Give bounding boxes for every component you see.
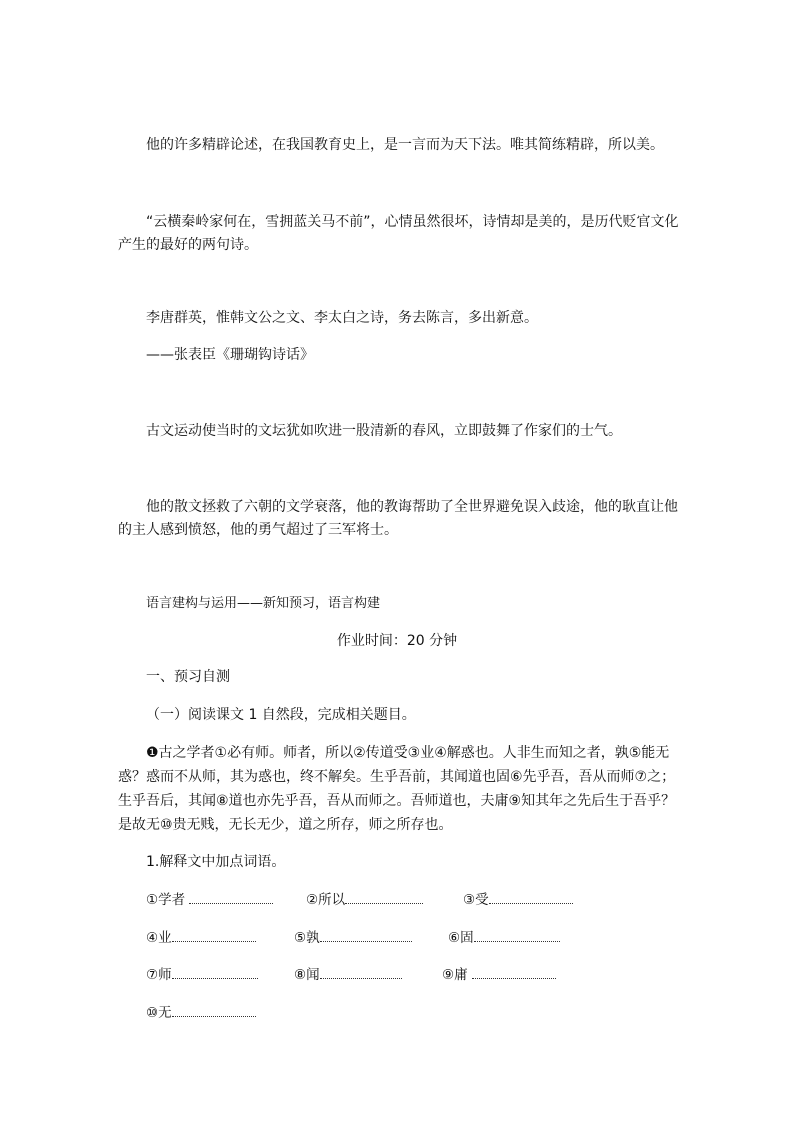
- answer-blank[interactable]: [474, 927, 560, 942]
- homework-time: 作业时间：20 分钟: [336, 633, 458, 649]
- answer-blank[interactable]: [189, 889, 273, 904]
- answer-item: ⑦师: [146, 964, 258, 985]
- subsection-heading: （一）阅读课文 1 自然段，完成相关题目。: [146, 707, 416, 723]
- answer-blank[interactable]: [172, 927, 256, 942]
- answer-row: [146, 964, 616, 984]
- answer-item: ⑥固: [448, 927, 560, 948]
- answer-blank[interactable]: [320, 964, 402, 979]
- answer-blank[interactable]: [172, 1002, 256, 1017]
- answer-row: [146, 889, 616, 909]
- answer-item: ⑤孰: [294, 927, 412, 948]
- quote-2: “云横秦岭家何在，雪拥蓝关马不前”，心情虽然很坏，诗情却是美的，是历代贬官文化产生的最好的两句诗。: [118, 214, 679, 253]
- answer-blank[interactable]: [489, 889, 573, 904]
- answer-item: ①学者: [146, 889, 273, 910]
- quote-5: 他的散文拯救了六朝的文学衰落，他的教诲帮助了全世界避免误入歧途，他的耿直让他的主人感到愤怒，他的勇气超过了三军将士。: [118, 499, 678, 538]
- answer-item: ③受: [463, 889, 573, 910]
- quote-3-source: ——张表臣《珊瑚钩诗话》: [146, 347, 314, 363]
- answer-item: ②所以: [306, 889, 423, 910]
- quote-3: 李唐群英，惟韩文公之文、李太白之诗，务去陈言，多出新意。: [146, 310, 538, 326]
- answer-row: [146, 1002, 616, 1022]
- answer-blank[interactable]: [320, 927, 412, 942]
- answer-item: ④业: [146, 927, 256, 948]
- answer-item: ⑧闻: [294, 964, 402, 985]
- part-heading: 一、预习自测: [146, 669, 230, 685]
- answer-item: ⑨庸: [442, 964, 556, 985]
- question-1: 1.解释文中加点词语。: [146, 854, 286, 870]
- quote-4: 古文运动使当时的文坛犹如吹进一股清新的春风，立即鼓舞了作家们的士气。: [146, 423, 622, 439]
- answer-row: [146, 927, 616, 947]
- classical-passage: ❶古之学者①必有师。师者，所以②传道受③业④解惑也。人非生而知之者，孰⑤能无惑？惑而不从师，其为惑也，终不解矣。生乎吾前，其闻道也固⑥先乎吾，吾从而师⑦之；生乎吾后，其闻⑧道也亦先乎吾，吾从而师之。吾师道也，夫庸⑨知其年之先后生于吾乎？是故无⑩贵无贱，无长无少，道之所存，师之所存也。: [118, 745, 676, 833]
- answer-item: ⑩无: [146, 1002, 256, 1023]
- answer-blank[interactable]: [172, 964, 258, 979]
- quote-1: 他的许多精辟论述，在我国教育史上，是一言而为天下法。唯其简练精辟，所以美。: [146, 137, 664, 153]
- section-title: 语言建构与运用——新知预习，语言构建: [146, 596, 381, 611]
- answer-blank[interactable]: [345, 889, 423, 904]
- answer-blank[interactable]: [472, 964, 556, 979]
